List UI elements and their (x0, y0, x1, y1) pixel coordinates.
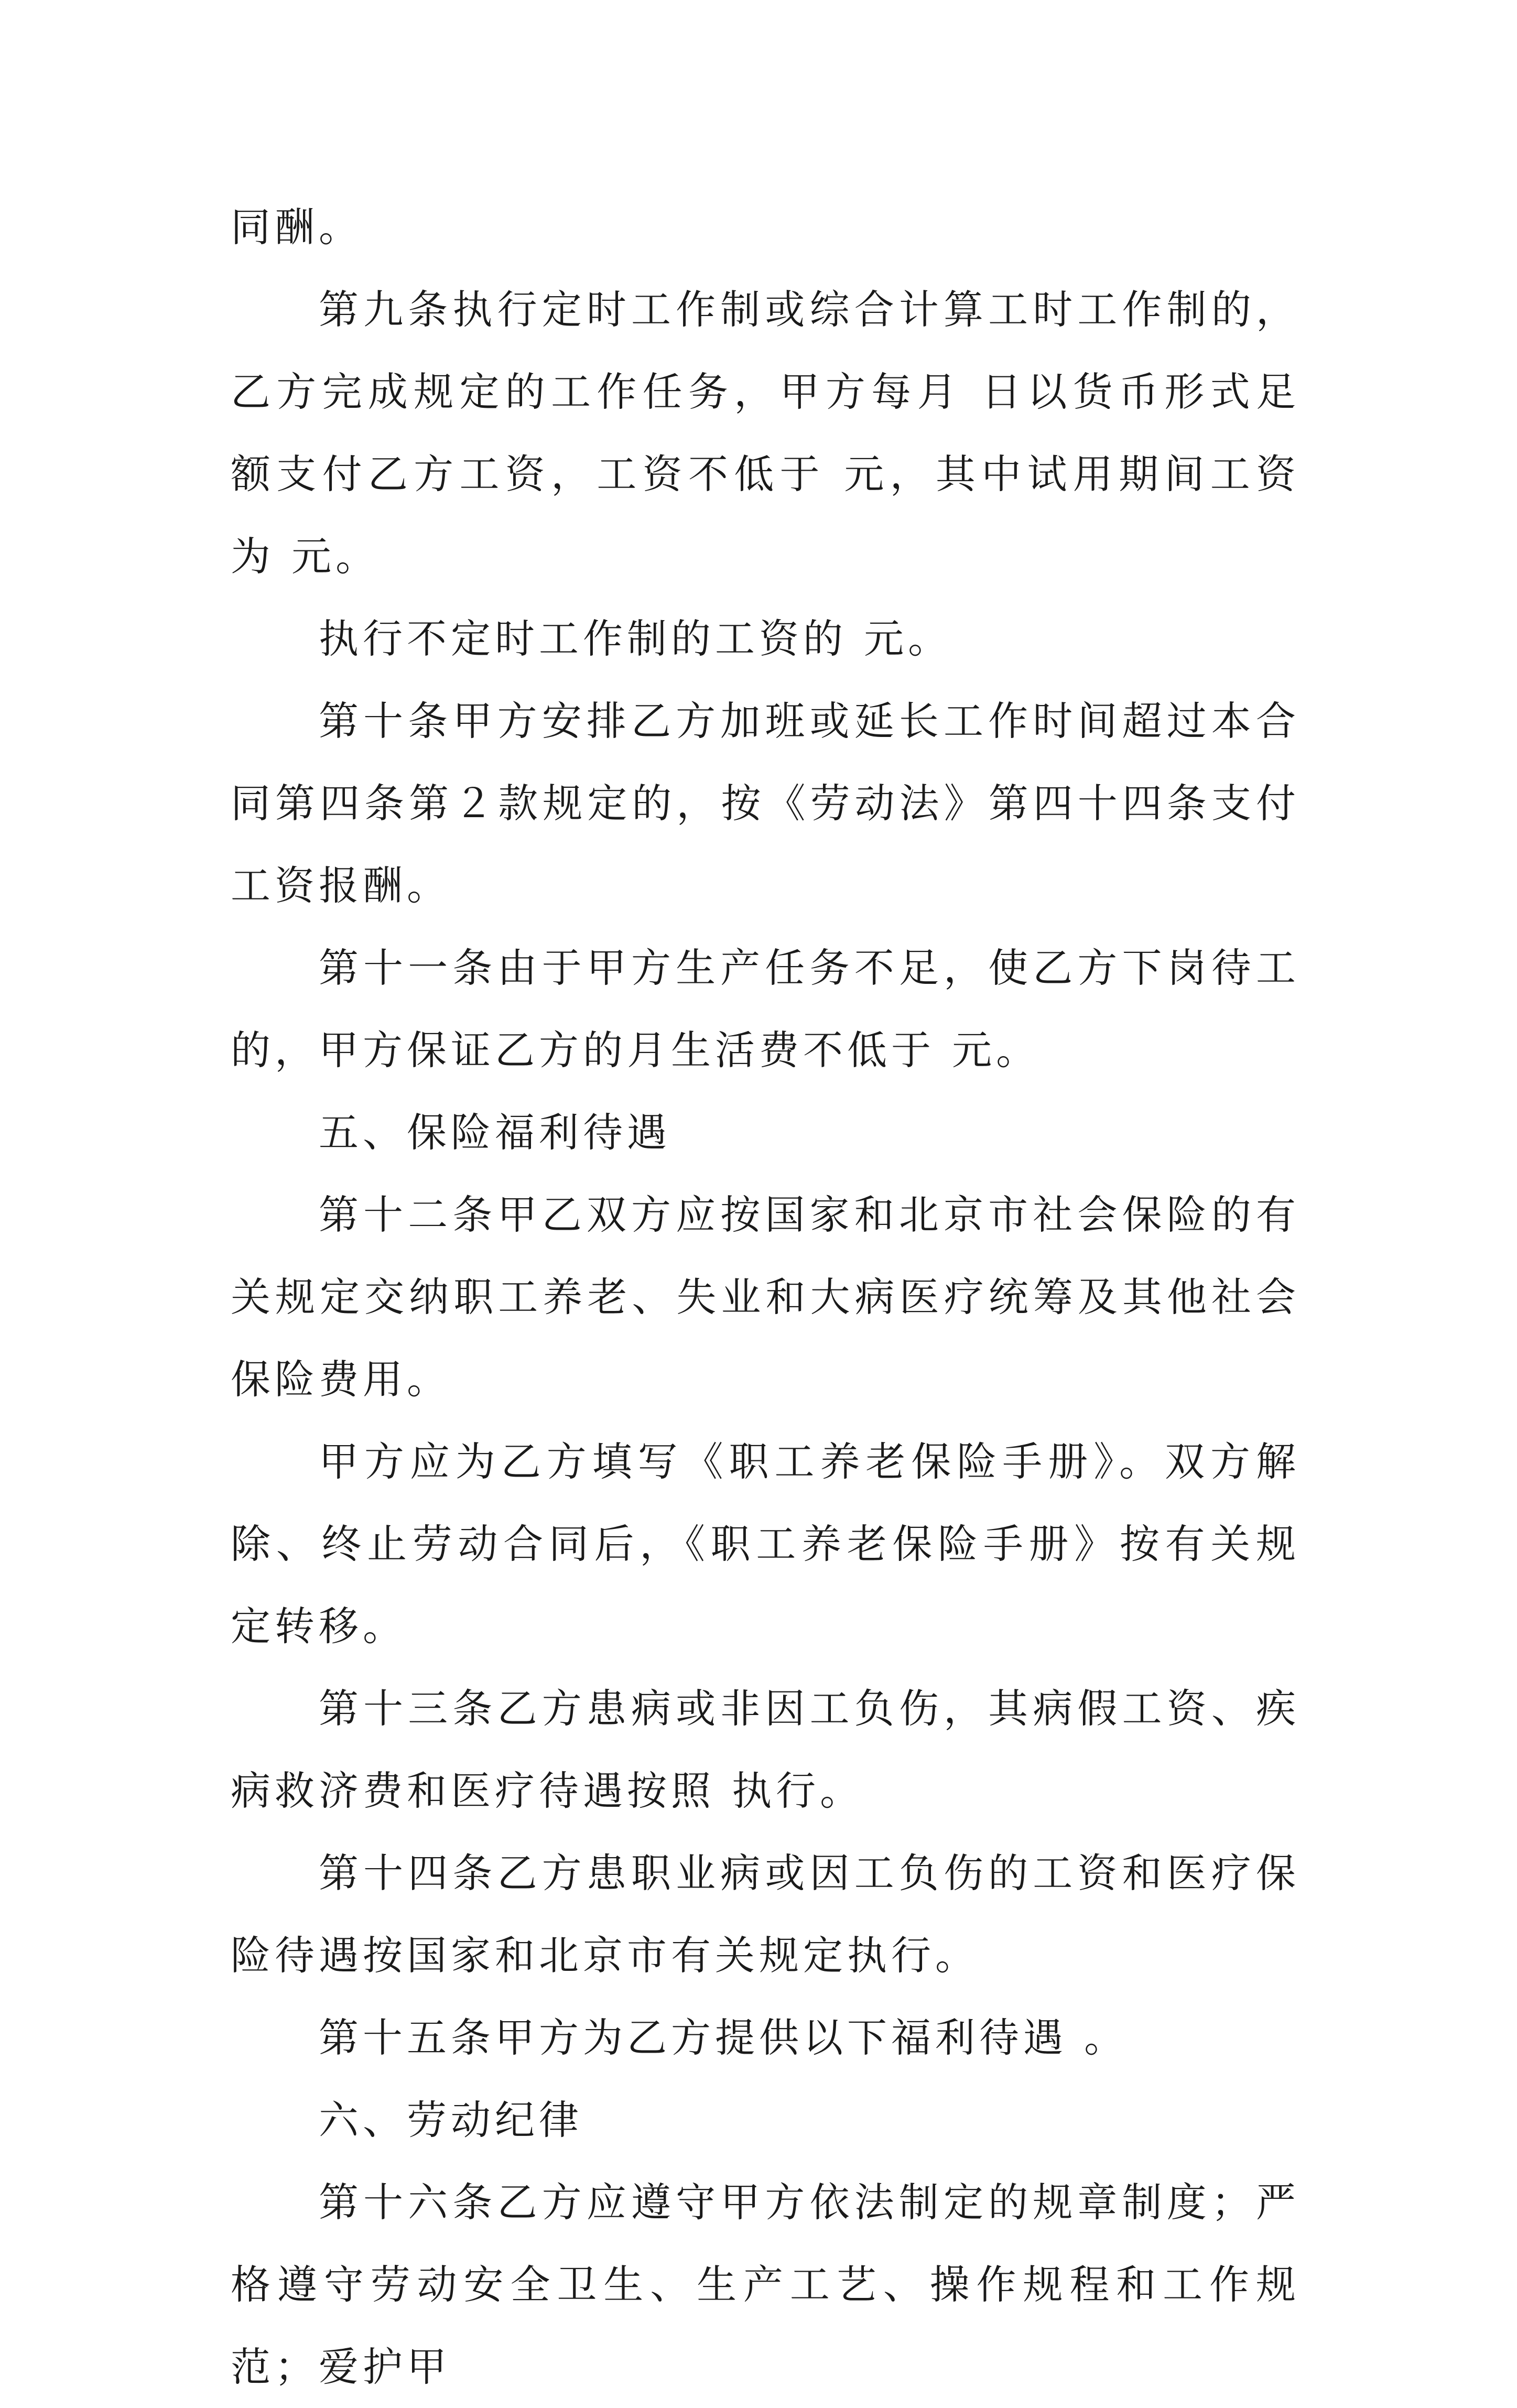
paragraph: 第十四条乙方患职业病或因工负伤的工资和医疗保险待遇按国家和北京市有关规定执行。 (231, 1850, 1300, 1979)
paragraph: 第十六条乙方应遵守甲方依法制定的规章制度；严格遵守劳动安全卫生、生产工艺、操作规程和工作规范；爱护甲 (231, 2179, 1300, 2390)
document-body (231, 186, 1300, 2408)
section-heading: 六、劳动纪律 (319, 2097, 583, 2143)
paragraph: 第十条甲方安排乙方加班或延长工作时间超过本合同第四条第２款规定的，按《劳动法》第四十四条支付工资报酬。 (231, 698, 1300, 909)
paragraph: 第十一条由于甲方生产任务不足，使乙方下岗待工的，甲方保证乙方的月生活费不低于 元。 (231, 945, 1300, 1073)
paragraph: 第九条执行定时工作制或综合计算工时工作制的，乙方完成规定的工作任务，甲方每月 日以货币形式足额支付乙方工资，工资不低于 元，其中试用期间工资为 元。 (231, 286, 1300, 580)
section-heading: 五、保险福利待遇 (319, 1109, 671, 1156)
paragraph: 第十三条乙方患病或非因工负伤，其病假工资、疾病救济费和医疗待遇按照 执行。 (231, 1685, 1300, 1814)
paragraph: 同酬。 (231, 204, 363, 251)
paragraph: 第十五条甲方为乙方提供以下福利待遇 。 (319, 2014, 1129, 2061)
paragraph: 甲方应为乙方填写《职工养老保险手册》。双方解除、终止劳动合同后，《职工养老保险手册》按有关规定转移。 (231, 1438, 1300, 1650)
paragraph: 第十二条甲乙双方应按国家和北京市社会保险的有关规定交纳职工养老、失业和大病医疗统筹及其他社会保险费用。 (231, 1191, 1300, 1403)
paragraph: 执行不定时工作制的工资的 元。 (319, 615, 952, 662)
